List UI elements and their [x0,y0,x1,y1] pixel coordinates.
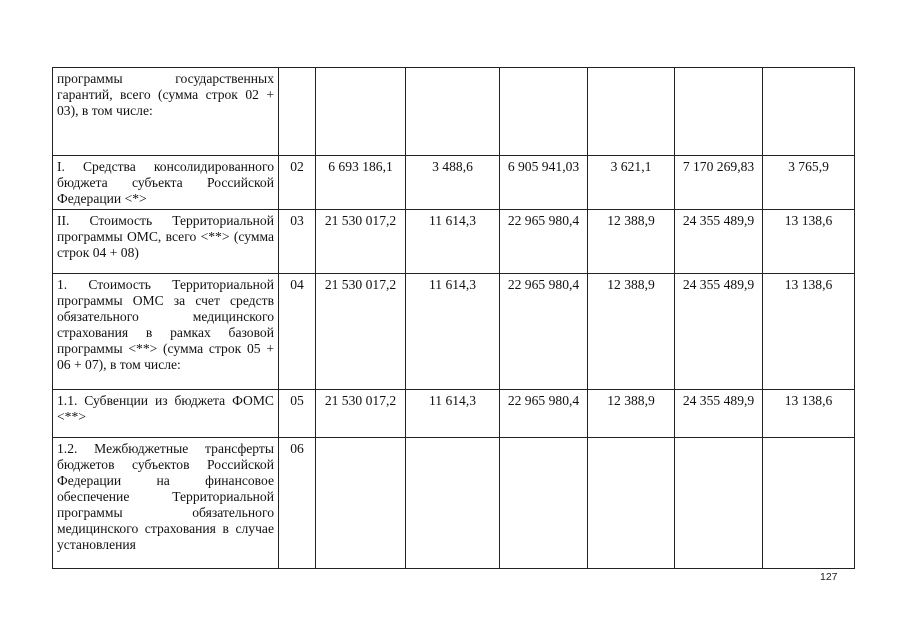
value-cell [675,438,763,569]
value-cell [406,438,500,569]
value-cell: 21 530 017,2 [316,390,406,438]
budget-table [52,67,855,569]
value-cell: 22 965 980,4 [500,210,588,274]
row-code-cell: 05 [279,390,316,438]
table-row [53,68,855,156]
value-cell: 22 965 980,4 [500,274,588,390]
value-cell: 6 905 941,03 [500,156,588,210]
value-cell [588,438,675,569]
table-row [53,274,855,390]
row-code-cell: 06 [279,438,316,569]
value-cell: 13 138,6 [763,274,855,390]
row-name-cell: программы государственных гарантий, всего (сумма строк 02 + 03), в том числе: [53,68,279,156]
value-cell: 12 388,9 [588,274,675,390]
value-cell: 21 530 017,2 [316,210,406,274]
row-code-cell [279,68,316,156]
value-cell [406,68,500,156]
value-cell [675,68,763,156]
value-cell [763,68,855,156]
row-name-cell: I. Средства консолидированного бюджета субъекта Российской Федерации <*> [53,156,279,210]
value-cell: 12 388,9 [588,210,675,274]
value-cell: 11 614,3 [406,390,500,438]
table-row [53,210,855,274]
value-cell [316,68,406,156]
value-cell: 13 138,6 [763,210,855,274]
row-name-cell: 1.2. Межбюджетные трансферты бюджетов субъектов Российской Федерации на финансовое обеспечение Территориальной программы обязательного медицинского страхования в случае установления [53,438,279,569]
row-name-cell: 1. Стоимость Территориальной программы ОМС за счет средств обязательного медицинского страхования в рамках базовой программы <**> (сумма строк 05 + 06 + 07), в том числе: [53,274,279,390]
value-cell: 3 765,9 [763,156,855,210]
value-cell [588,68,675,156]
value-cell: 11 614,3 [406,274,500,390]
value-cell: 24 355 489,9 [675,390,763,438]
row-name-cell: II. Стоимость Территориальной программы ОМС, всего <**> (сумма строк 04 + 08) [53,210,279,274]
table-row [53,156,855,210]
table-body [53,68,855,569]
value-cell: 11 614,3 [406,210,500,274]
table-row [53,438,855,569]
value-cell [500,438,588,569]
value-cell [316,438,406,569]
row-code-cell: 02 [279,156,316,210]
page-number: 127 [820,571,838,583]
value-cell: 22 965 980,4 [500,390,588,438]
value-cell: 21 530 017,2 [316,274,406,390]
value-cell: 6 693 186,1 [316,156,406,210]
value-cell: 3 621,1 [588,156,675,210]
value-cell: 24 355 489,9 [675,274,763,390]
value-cell [763,438,855,569]
row-code-cell: 04 [279,274,316,390]
value-cell: 24 355 489,9 [675,210,763,274]
value-cell: 3 488,6 [406,156,500,210]
value-cell: 12 388,9 [588,390,675,438]
value-cell [500,68,588,156]
row-code-cell: 03 [279,210,316,274]
value-cell: 13 138,6 [763,390,855,438]
table-row [53,390,855,438]
value-cell: 7 170 269,83 [675,156,763,210]
row-name-cell: 1.1. Субвенции из бюджета ФОМС <**> [53,390,279,438]
